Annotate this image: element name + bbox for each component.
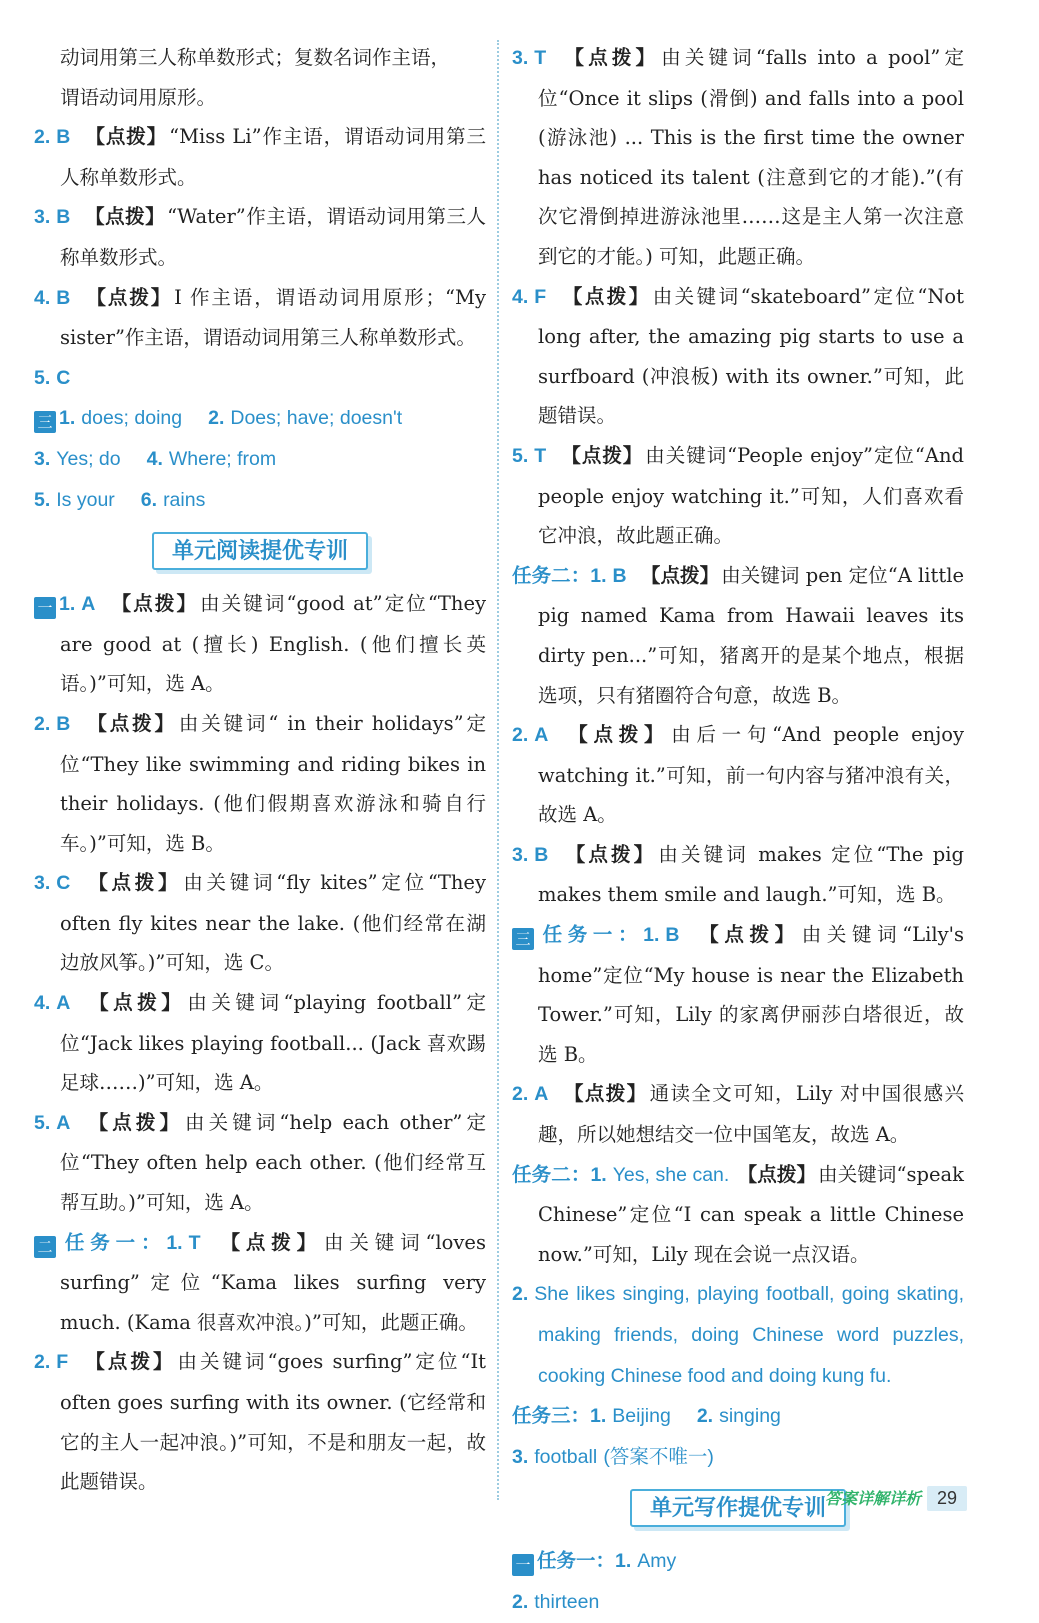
fill-row: 三 1. does; doing 2. Does; have; doesn't (34, 398, 486, 439)
page-footer (825, 1486, 967, 1511)
answer-item: 2. F 【点拨】 由关键词“goes surfing”定位“It often goes surfing with its owner. (它经常和它的主人一起冲浪。)”可知，不是和朋友一起，故此题错误。 (34, 1350, 486, 1494)
answer-item: 2. B 【点拨】 由关键词“ in their holidays”定位“They like swimming and riding bikes in their holidays. (他们假期喜欢游泳和骑自行车。)”可知，选 B。 (34, 711, 486, 855)
answer-item: 三 任务一：1. B 【点拨】 由关键词“Lily's home”定位“My house is near the Elizabeth Tower.”可知，Lily 的家离伊丽莎白塔很近，故选 B。 (512, 915, 964, 1074)
answer-item: 5. C (34, 366, 71, 389)
answer-item: 3. C 【点拨】 由关键词“fly kites”定位“They often fly kites near the lake. (他们经常在湖边放风筝。)”可知，选 C。 (34, 871, 486, 975)
section-one-icon: 一 (34, 597, 56, 619)
column-divider (497, 40, 499, 1500)
section-title: 单元阅读提优专训 (152, 532, 368, 570)
answer-item: 任务二：1. B 【点拨】 由关键词 pen 定位“A little pig named Kama from Hawaii leaves its dirty pen...”可知，猪离开的是某个地点，根据选项，只有猪圈符合句意，故选 B。 (512, 563, 964, 707)
answer-item: 4. A 【点拨】 由关键词“playing football”定位“Jack likes playing football... (Jack 喜欢踢足球……)”可知，选 A。 (34, 991, 486, 1095)
answer-item: 3. T 【点拨】 由关键词“falls into a pool”定位“Once it slips (滑倒) and falls into a pool (游泳池) ... This is the first time the owner has noticed its talent (注意到它的才能).”(有次它滑倒掉进游泳池里……这是主人第一次注意到它的才能。) 可知，此题正确。 (512, 46, 964, 268)
intro-text: 动词用第三人称单数形式；复数名词作主语， 谓语动词用原形。 (60, 46, 451, 109)
fill-row: 任务三：1. Beijing 2. singing (512, 1405, 781, 1428)
page-number: 29 (927, 1486, 967, 1511)
section-three-icon: 三 (512, 928, 534, 950)
reading-banner (34, 524, 486, 580)
section-three-icon: 三 (34, 411, 56, 433)
answer-item: 2. thirteen (512, 1590, 600, 1613)
section-title: 单元写作提优专训 (630, 1489, 846, 1527)
right-column (512, 38, 964, 1623)
section-one-icon: 一 (512, 1554, 534, 1576)
section-two-icon: 二 (34, 1236, 56, 1258)
answer-item: 2. She likes singing, playing football, going skating, making friends, doing Chinese word puzzles, cooking Chinese food and doing kung fu. (512, 1283, 964, 1387)
answer-item: 5. A 【点拨】 由关键词“help each other”定位“They often help each other. (他们经常互帮互助。)”可知，选 A。 (34, 1110, 486, 1215)
answer-item: 3. football (答案不唯一) (512, 1445, 714, 1468)
answer-item: 一 任务一：1. Amy (512, 1541, 964, 1582)
fill-row: 5. Is your 6. rains (34, 488, 206, 511)
left-column (34, 38, 486, 1502)
answer-item: 4. B 【点拨】 I 作主语，谓语动词用原形；“My sister”作主语，谓语动词用第三人称单数形式。 (34, 285, 486, 350)
footer-label: 答案详解详析 (824, 1491, 921, 1508)
answer-item: 2. A 【点拨】 由后一句“And people enjoy watching it.”可知，前一句内容与猪冲浪有关，故选 A。 (512, 723, 964, 827)
answer-item: 二 任务一：1. T 【点拨】 由关键词“loves surfing”定位“Kama likes surfing very much. (Kama 很喜欢冲浪。)”可知，此题正确。 (34, 1223, 486, 1343)
answer-item: 3. B 【点拨】 由关键词 makes 定位“The pig makes them smile and laugh.”可知，选 B。 (512, 842, 964, 907)
answer-item: 任务二：1. Yes, she can. 【点拨】 由关键词“speak Chinese”定位“I can speak a little Chinese now.”可知，Lily 现在会说一点汉语。 (512, 1162, 964, 1266)
answer-item: 2. A 【点拨】 通读全文可知，Lily 对中国很感兴趣，所以她想结交一位中国笔友，故选 A。 (512, 1082, 964, 1147)
fill-row: 3. Yes; do 4. Where; from (34, 447, 277, 470)
answer-item: 一 1. A 【点拨】 由关键词“good at”定位“They are good at (擅长) English. (他们擅长英语。)”可知，选 A。 (34, 584, 486, 704)
answer-item: 2. B 【点拨】 “Miss Li”作主语，谓语动词用第三人称单数形式。 (34, 125, 486, 189)
answer-item: 5. T 【点拨】 由关键词“People enjoy”定位“And people enjoy watching it.”可知，人们喜欢看它冲浪，故此题正确。 (512, 443, 964, 548)
answer-item: 3. B 【点拨】 “Water”作主语，谓语动词用第三人称单数形式。 (34, 205, 486, 269)
answer-item: 4. F 【点拨】 由关键词“skateboard”定位“Not long after, the amazing pig starts to use a surfboard (冲浪板) with its owner.”可知，此题错误。 (512, 284, 964, 428)
